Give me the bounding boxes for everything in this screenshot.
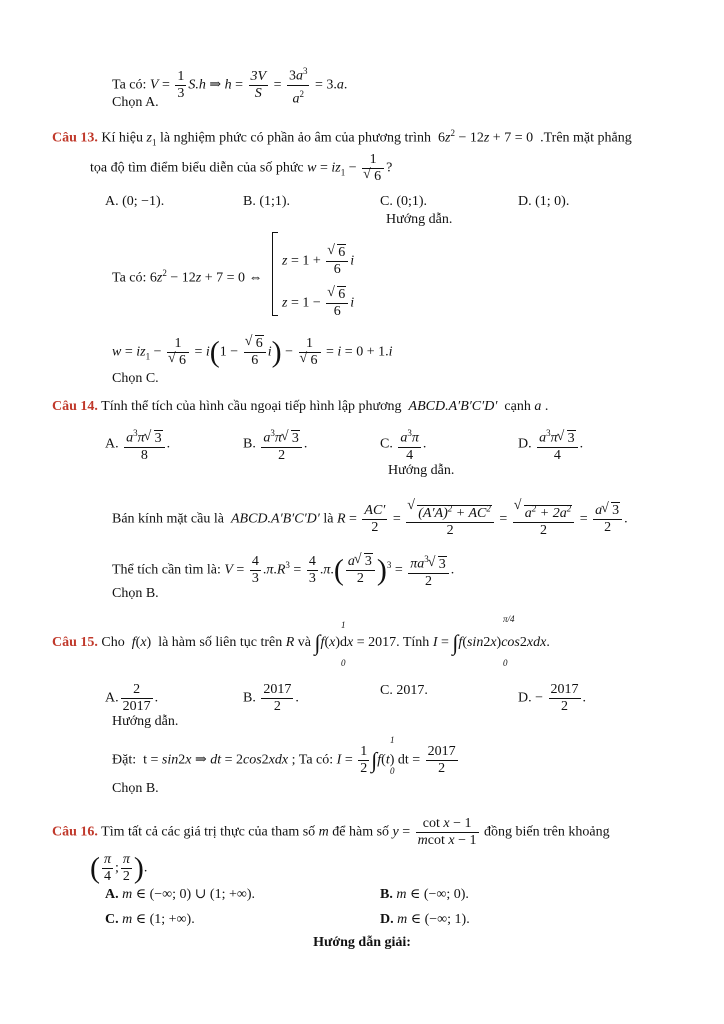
volume-formula-line: Ta có: V = $\frac{1}{3}$ S.h ⇒ h = $\frac{3V}{S}$ = $\frac{3a^3}{a^2}$ = 3.a. <box>112 63 347 107</box>
q15-option-a[interactable]: A. $\frac{2}{2017}$ . <box>105 682 159 714</box>
text: A. <box>105 887 119 902</box>
text: là nghiệm phức có phần ảo âm của phương trình <box>159 130 431 146</box>
text: là <box>323 511 334 527</box>
text: để hàm số <box>332 824 390 840</box>
text: = 2017. Tính <box>356 635 430 651</box>
question-15: Câu 15. Cho f(x) là hàm số liên tục trên R và ∫f(x)dx = 2017. Tính I = ∫f(sin2x)cos2xdx. <box>52 630 550 655</box>
text: là hàm số liên tục trên <box>158 635 283 651</box>
q16-option-d[interactable]: D. m ∈ (−∞; 1). <box>380 912 470 927</box>
q13-option-b[interactable]: B. (1;1). <box>243 194 291 209</box>
lower-limit: 0 <box>341 658 346 668</box>
q14-answer: Chọn B. <box>112 586 159 601</box>
q13-option-a[interactable]: A. (0; −1). <box>105 194 165 209</box>
text: B. <box>380 887 393 902</box>
text: B. <box>243 690 256 706</box>
q16-guide-heading: Hướng dẫn giải: <box>313 935 411 950</box>
q16-option-b[interactable]: B. m ∈ (−∞; 0). <box>380 887 469 902</box>
q14-option-d[interactable]: D. $\frac{a^3\pi√ 3}{4}$ . <box>518 425 583 464</box>
text: a <box>336 77 344 93</box>
q14-option-a[interactable]: A. $\frac{a^3\pi√ 3}{8}$ . <box>105 425 170 464</box>
text: Thể tích cần tìm là: <box>112 562 221 578</box>
text: 3. <box>326 77 337 93</box>
text: cạnh <box>504 399 531 414</box>
question-label: Câu 13. <box>52 130 98 146</box>
lower-limit: 0 <box>390 766 395 776</box>
q13-option-d[interactable]: D. (1; 0). <box>518 194 570 209</box>
question-label: Câu 14. <box>52 399 98 414</box>
upper-limit: 1 <box>341 620 346 630</box>
q15-solution: Đặt: t = sin2x ⇒ dt = 2cos2xdx ; Ta có: I = $\frac{1}{2}$ ∫f(t) dt = $\frac{2017}{2}$ <box>112 744 456 776</box>
q13-option-c[interactable]: C. (0;1). <box>380 194 428 209</box>
answer-line: Chọn A. <box>112 95 159 110</box>
q13-guide-heading: Hướng dẫn. <box>386 212 453 227</box>
text: ; Ta có: <box>291 752 334 768</box>
text: tọa độ tìm điểm biểu diễn của số phức <box>90 160 304 176</box>
question-13: Câu 13. Kí hiệu $z_1$ là nghiệm phức có phần ảo âm của phương trình $6z^2 - 12z + 7 = 0$ .Trên mặt phẳng <box>52 128 632 148</box>
q16-option-a[interactable]: A. m ∈ (−∞; 0) ∪ (1; +∞). <box>105 887 256 902</box>
text: Tính thể tích của hình cầu ngoại tiếp hình lập phương <box>101 399 402 414</box>
text: Ta có: <box>112 270 147 286</box>
text: Tìm tất cả các giá trị thực của tham số <box>101 824 316 840</box>
text: C. 2017. <box>380 683 428 698</box>
q13-answer: Chọn C. <box>112 371 159 386</box>
q15-answer: Chọn B. <box>112 781 159 796</box>
lower-limit: 0 <box>503 658 508 668</box>
q15-option-c[interactable] <box>380 682 428 700</box>
text: và <box>297 635 312 651</box>
text: Đặt: <box>112 752 137 768</box>
question-13-line2: tọa độ tìm điểm biểu diễn của số phức $w = iz_1$ − 1 √ 6 ? <box>90 152 392 185</box>
text: D. <box>518 690 532 706</box>
q16-interval: ( $\frac{\pi}{4}$ ; $\frac{\pi}{2}$ ). <box>90 851 148 885</box>
q14-option-b[interactable]: B. $\frac{a^3\pi√ 3}{2}$ . <box>243 425 307 464</box>
text: Bán kính mặt cầu là <box>112 511 224 527</box>
root-2: z = 1 − √ $\frac{6}{6}$ i <box>282 287 354 320</box>
text: A. <box>105 690 119 706</box>
q13-solution-eq: Ta có: $6z^2 - 12z + 7 = 0$ ⇔ <box>112 268 263 286</box>
text: đồng biến trên khoảng <box>484 824 610 840</box>
question-label: Câu 16. <box>52 824 98 840</box>
question-16: Câu 16. Tìm tất cả các giá trị thực của tham số m để hàm số y = $\frac{\text{cot x − 1}}{\text{mcot x − 1}}$ đồng biến trên khoảng <box>52 816 610 848</box>
text: D. <box>380 912 394 927</box>
q16-option-c[interactable]: C. m ∈ (1; +∞). <box>105 912 195 927</box>
q13-w-calc: $w = iz_1$ − 1 √ 6 = i(1 − √ $\frac{6}{6}$ i) − 1 √ 6 = i = 0 + 1.i <box>112 336 392 369</box>
text: C. <box>105 912 119 927</box>
q14-guide-heading: Hướng dẫn. <box>388 463 455 478</box>
q15-option-b[interactable]: B. $\frac{2017}{2}$ . <box>243 682 299 714</box>
text: Kí hiệu <box>101 130 144 146</box>
root-1: z = 1 + √ $\frac{6}{6}$ i <box>282 245 354 278</box>
question-14: Câu 14. Tính thể tích của hình cầu ngoại tiếp hình lập phương ABCD.A′B′C′D′ cạnh a . <box>52 399 549 414</box>
text: .Trên mặt phẳng <box>540 130 632 146</box>
q14-radius-line: Bán kính mặt cầu là ABCD.A′B′C′D′ là R = $\frac{AC'}{2}$ = √ $\frac{(A'A)^2 + AC^2}{2}$ = √ $\frac{a^2 + 2a^2}{2}$ = $\frac{a√ 3}{2}$ . <box>112 500 628 539</box>
text: Ta có: <box>112 77 150 93</box>
q15-option-d[interactable]: D. − $\frac{2017}{2}$ . <box>518 682 587 714</box>
upper-limit: 1 <box>390 735 395 745</box>
text: Cho <box>101 635 125 651</box>
q14-option-c[interactable]: C. $\frac{a^3\pi}{4}$ . <box>380 425 426 464</box>
upper-limit: π/4 <box>503 614 515 624</box>
system-bracket <box>272 232 278 316</box>
q14-volume-line: Thể tích cần tìm là: V = $\frac{4}{3}$ $.\pi.R^3$ = $\frac{4}{3}$ .π.( $\frac{a√ 3}{2}$ )$^3$ = $\frac{\pi a^3√ 3}{2}$ . <box>112 551 454 590</box>
q15-guide-heading: Hướng dẫn. <box>112 714 179 729</box>
question-label: Câu 15. <box>52 635 98 651</box>
